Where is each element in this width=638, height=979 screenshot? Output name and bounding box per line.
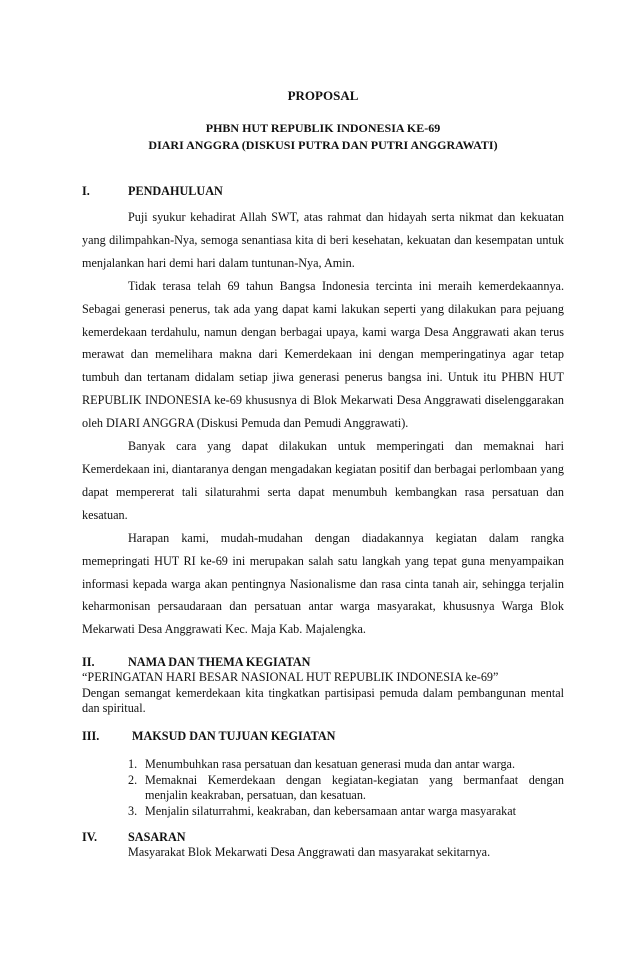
section-title: NAMA DAN THEMA KEGIATAN: [128, 655, 311, 670]
section-heading-maksud-tujuan: [82, 729, 564, 744]
section-title: MAKSUD DAN TUJUAN KEGIATAN: [132, 729, 336, 743]
list-number: 1.: [128, 757, 138, 771]
paragraph: Tidak terasa telah 69 tahun Bangsa Indonesia tercinta ini meraih kemerdekaannya. Sebagai generasi penerus, tak ada yang dapat kami lakukan seperti yang dilakukan para pejuang kemerdekaan terdahulu, namun dengan berbagai upaya, kami warga Desa Anggrawati akan terus merawat dan memelihara makna dari Kemerdekaan ini dengan memperingatinya agar tetap tumbuh dan tertanam didalam setiap jiwa generasi penerus bangsa ini. Untuk itu PHBN HUT REPUBLIK INDONESIA ke-69 khususnya di Blok Mekarwati Desa Anggrawati diselenggarakan oleh DIARI ANGGRA (Diskusi Pemuda dan Pemudi Anggrawati).: [82, 278, 564, 431]
section-number: I.: [82, 184, 90, 198]
paragraph: Harapan kami, mudah-mudahan dengan diadakannya kegiatan dalam rangka memepringati HUT RI ke-69 ini merupakan salah satu langkah yang tepat guna menyampaikan informasi kepada warga akan pentingnya Nasionalisme dan rasa cinta tanah air, sehingga terjalin keharmonisan persaudaraan dan persatuan antar warga masyarakat, khususnya Warga Blok Mekarwati Desa Anggrawati Kec. Maja Kab. Majalengka.: [82, 530, 564, 637]
section-number: II.: [82, 655, 95, 670]
list-item: [128, 757, 564, 773]
section-number: IV.: [82, 830, 98, 845]
objectives-list: [82, 757, 564, 819]
event-theme: Dengan semangat kemerdekaan kita tingkatkan partisipasi pemuda dalam pembangunan mental dan spiritual.: [82, 685, 564, 716]
section-heading-nama-thema: [82, 655, 564, 670]
section-title: SASARAN: [128, 830, 186, 845]
list-text: Menumbuhkan rasa persatuan dan kesatuan generasi muda dan antar warga.: [145, 757, 515, 771]
section-heading-sasaran: [82, 830, 564, 845]
list-text: Memaknai Kemerdekaan dengan kegiatan-kegiatan yang bermanfaat dengan menjalin keakraban, persatuan, dan kesatuan.: [145, 772, 564, 803]
list-text: Menjalin silaturrahmi, keakraban, dan kebersamaan antar warga masyarakat: [145, 803, 516, 818]
section-title: PENDAHULUAN: [128, 184, 223, 198]
list-item: [128, 804, 564, 820]
paragraph: Puji syukur kehadirat Allah SWT, atas rahmat dan hidayah serta nikmat dan kekuatan yang dilimpahkan-Nya, semoga senantiasa kita di beri kesehatan, kekuatan dan kesempatan untuk menjalankan hari demi hari dalam tuntunan-Nya, Amin.: [82, 210, 564, 270]
list-number: 3.: [128, 803, 138, 818]
section-heading-pendahuluan: [82, 184, 564, 199]
event-name: “PERINGATAN HARI BESAR NASIONAL HUT REPUBLIK INDONESIA ke-69”: [82, 670, 499, 685]
section-number: III.: [82, 729, 100, 743]
document-title: PROPOSAL: [287, 88, 359, 103]
paragraph: Banyak cara yang dapat dilakukan untuk memperingati dan memaknai hari Kemerdekaan ini, diantaranya dengan mengadakan kegiatan positif dan berbagai perlombaan yang dapat mempererat tali silaturahmi serta dapat menumbuh kembangkan rasa persatuan dan kesatuan.: [82, 439, 564, 522]
subtitle-line-1: PHBN HUT REPUBLIK INDONESIA KE-69: [205, 121, 441, 135]
target-text: Masyarakat Blok Mekarwati Desa Anggrawati dan masyarakat sekitarnya.: [128, 845, 491, 860]
list-number: 2.: [128, 772, 138, 787]
list-item: [128, 773, 564, 804]
subtitle-line-2: DIARI ANGGRA (DISKUSI PUTRA DAN PUTRI ANGGRAWATI): [148, 138, 498, 152]
